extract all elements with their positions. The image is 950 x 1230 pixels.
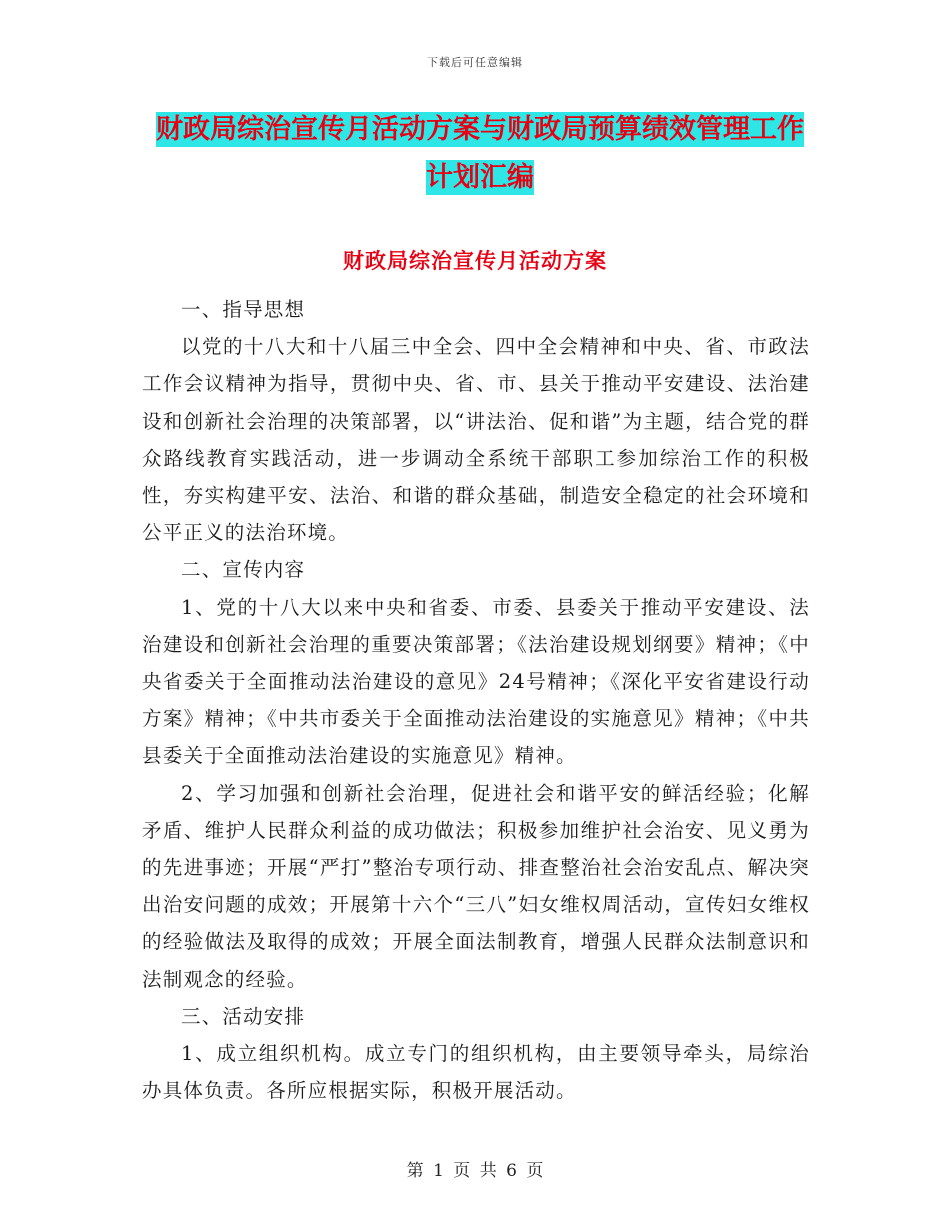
paragraph-content-item-2: 2、学习加强和创新社会治理，促进社会和谐平安的鲜活经验；化解矛盾、维护人民群众利益的成功做法；积极参加维护社会治安、见义勇为的先进事迹；开展“严打”整治专项行动、排查整治社会治安乱点、解决突出治安问题的成效；开展第十六个“三八”妇女维权周活动，宣传妇女维权的经验做法及取得的成效；开展全面法制教育，增强人民群众法制意识和法制观念的经验。 xyxy=(142,781,810,991)
page-header: 下载后可任意编辑 xyxy=(427,56,523,69)
heading-guiding-ideology: 一、指导思想 xyxy=(181,298,306,321)
document-title xyxy=(150,106,810,202)
heading-activity-arrangement: 三、活动安排 xyxy=(181,1004,306,1028)
section-title: 财政局综治宣传月活动方案 xyxy=(343,249,607,273)
heading-publicity-content: 二、宣传内容 xyxy=(181,558,306,582)
document-title-highlight: 财政局综治宣传月活动方案与财政局预算绩效管理工作计划汇编 xyxy=(156,114,804,193)
page-number: 第 1 页 共 6 页 xyxy=(406,1161,544,1181)
paragraph-content-item-1: 1、党的十八大以来中央和省委、市委、县委关于推动平安建设、法治建设和创新社会治理的重要决策部署；《法治建设规划纲要》精神；《中央省委关于全面推动法治建设的意见》24号精神；《深化平安省建设行动方案》精神；《中共市委关于全面推动法治建设的实施意见》精神；《中共县委关于全面推动法治建设的实施意见》精神。 xyxy=(142,595,810,768)
paragraph-arrangement-item-1: 1、成立组织机构。成立专门的组织机构，由主要领导牵头，局综治办具体负责。各所应根据实际，积极开展活动。 xyxy=(142,1042,810,1103)
document-body xyxy=(142,291,810,1109)
paragraph-guiding-ideology: 以党的十八大和十八届三中全会、四中全会精神和中央、省、市政法工作会议精神为指导，贯彻中央、省、市、县关于推动平安建设、法治建设和创新社会治理的决策部署，以“讲法治、促和谐”为主题，结合党的群众路线教育实践活动，进一步调动全系统干部职工参加综治工作的积极性，夯实构建平安、法治、和谐的群众基础，制造安全稳定的社会环境和公平正义的法治环境。 xyxy=(142,335,810,545)
